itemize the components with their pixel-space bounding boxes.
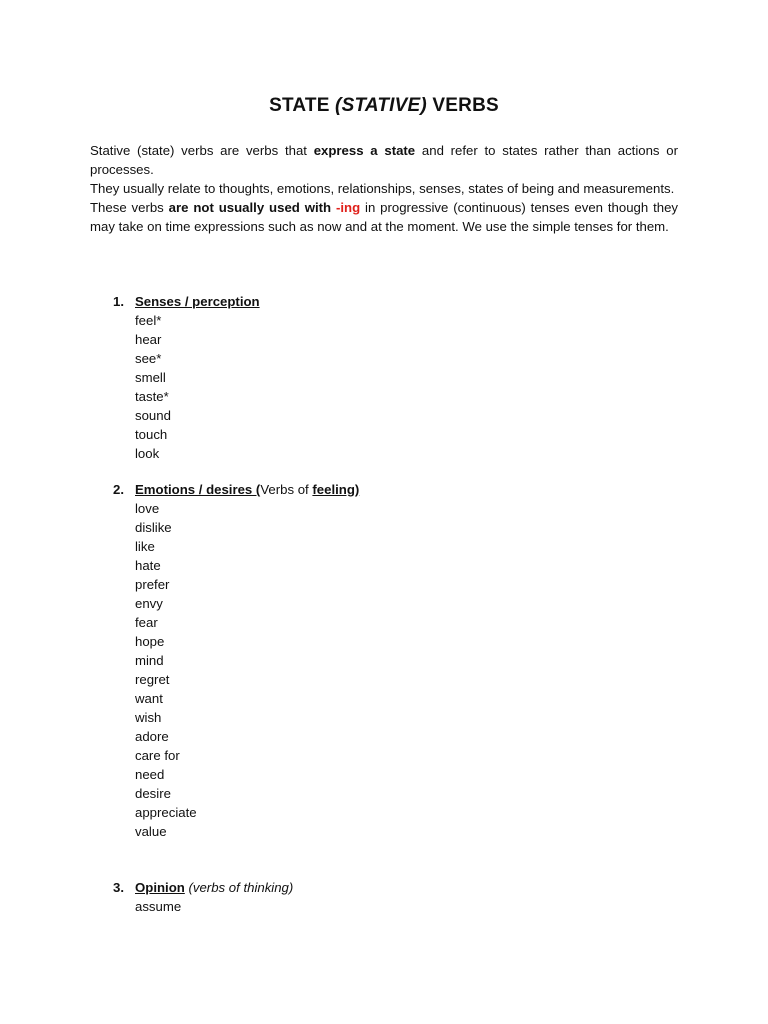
section-emotions: [113, 480, 673, 841]
list-item: touch: [135, 427, 168, 442]
section-opinion: [113, 878, 673, 916]
word-list: [113, 311, 673, 463]
title-part-stative: (STATIVE): [335, 95, 427, 116]
list-item: envy: [135, 596, 163, 611]
section-heading: [113, 480, 673, 499]
list-item: appreciate: [135, 805, 197, 820]
section-title: Emotions / desires (: [135, 482, 261, 497]
list-item: hope: [135, 634, 165, 649]
list-item: dislike: [135, 520, 172, 535]
intro-p3-ing: -ing: [335, 200, 361, 215]
intro-p1-bold: express a state: [313, 143, 416, 158]
intro-paragraph-1: [90, 141, 678, 179]
list-item: hate: [135, 558, 161, 573]
intro-text: [90, 141, 678, 236]
section-title: Opinion: [135, 880, 185, 895]
list-item: smell: [135, 370, 166, 385]
intro-p3-bold: are not usually used with: [168, 200, 336, 215]
intro-paragraph-2: They usually relate to thoughts, emotions, relationships, senses, states of being and measurements.: [90, 181, 675, 196]
section-subtitle: Verbs of: [260, 482, 313, 497]
word-list: [113, 897, 673, 916]
section-heading: [113, 292, 673, 311]
section-number: 1.: [113, 294, 124, 309]
section-number: 2.: [113, 482, 124, 497]
word-list: [113, 499, 673, 841]
title-part-verbs: VERBS: [426, 95, 499, 116]
section-heading: [113, 878, 673, 897]
section-title: Senses / perception: [135, 294, 260, 309]
section-senses: [113, 292, 673, 463]
intro-p3-text: These verbs: [90, 200, 169, 215]
list-item: adore: [135, 729, 169, 744]
list-item: hear: [135, 332, 162, 347]
title-part-state: STATE: [269, 95, 336, 116]
list-item: feel*: [135, 313, 162, 328]
list-item: mind: [135, 653, 164, 668]
section-subtitle-bold: feeling): [312, 482, 360, 497]
page-title: [0, 95, 768, 117]
list-item: sound: [135, 408, 171, 423]
list-item: care for: [135, 748, 180, 763]
section-number: 3.: [113, 880, 124, 895]
list-item: assume: [135, 899, 182, 914]
list-item: wish: [135, 710, 162, 725]
list-item: love: [135, 501, 160, 516]
list-item: fear: [135, 615, 158, 630]
intro-p3-text-end: in progressive (continuous) tenses even though they may take on time expressions such as now and at the moment. We use the simple tenses for them.: [90, 200, 679, 234]
list-item: see*: [135, 351, 162, 366]
section-subtitle: (verbs of thinking): [184, 880, 294, 895]
intro-paragraph-3: [90, 198, 678, 236]
list-item: desire: [135, 786, 171, 801]
list-item: taste*: [135, 389, 169, 404]
list-item: regret: [135, 672, 170, 687]
list-item: prefer: [135, 577, 170, 592]
list-item: want: [135, 691, 163, 706]
intro-p1-text-end: and refer to states rather than actions or processes.: [90, 143, 678, 177]
list-item: like: [135, 539, 155, 554]
intro-p1-text: Stative (state) verbs are verbs that: [90, 143, 314, 158]
list-item: look: [135, 446, 160, 461]
list-item: need: [135, 767, 165, 782]
list-item: value: [135, 824, 167, 839]
